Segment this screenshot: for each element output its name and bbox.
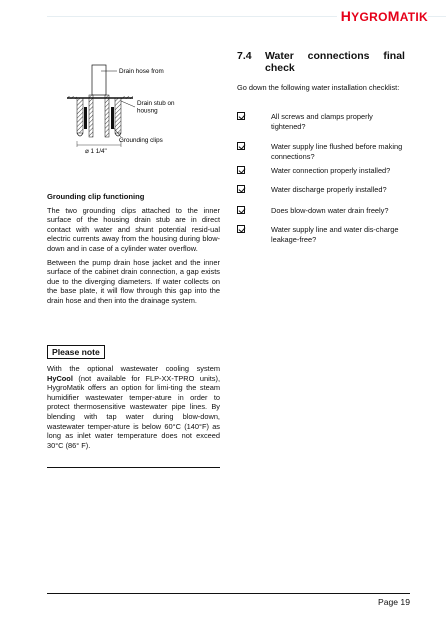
checkbox-icon (237, 142, 245, 150)
checkbox-icon (237, 112, 245, 120)
drain-hose-label: Drain hose from (119, 68, 164, 75)
note-divider (47, 467, 220, 468)
section-heading: Grounding clip functioning (47, 192, 145, 201)
checkbox-icon (237, 185, 245, 193)
checkbox-icon (237, 166, 245, 174)
drain-stub-label: Drain stub on housng (137, 100, 175, 115)
footer-divider (47, 593, 410, 594)
paragraph: The two grounding clips attached to the inner surface of the housing drain stub are in direct contact with water and shunt potential resid-ual electric currents away from the housing during blow-down and in case of a cylinder water overflow. (47, 205, 220, 253)
diameter-label: ⌀ 1 1/4" (85, 148, 107, 155)
grounding-clips-label: Grounding clips (119, 137, 163, 144)
checkbox-icon (237, 206, 245, 214)
note-label: Please note (47, 345, 105, 359)
note-text: With the optional wastewater cooling system HyCool (not available for FLP-XX-TPRO units), HygroMatik offers an option for limi-ting the steam humidifier wastewater temper-ature in order to protect thermosensitive wastewater pipe lines. By blending with tap water during blow-down, wastewater temper-ature is below 60°C (140°F) as long as inlet water temperature does not exceed 30°C (86° F). (47, 364, 220, 450)
paragraph: Between the pump drain hose jacket and the inner surface of the cabinet drain connection, a gap exists due to the diverging diameters. If water collects on the base plate, it will flow through this gap into the drain hose and then into the drainage system. (47, 257, 220, 305)
section-title: 7.4 Water connections final check (237, 50, 405, 74)
intro-text: Go down the following water installation checklist: (237, 83, 400, 92)
drain-diagram (55, 55, 205, 165)
brand-logo: HYGROMATIK (337, 8, 428, 24)
grounding-section (47, 192, 220, 310)
checkbox-icon (237, 225, 245, 233)
header-bar (0, 8, 446, 26)
checklist-section (237, 50, 405, 93)
page-number: Page 19 (377, 597, 410, 607)
